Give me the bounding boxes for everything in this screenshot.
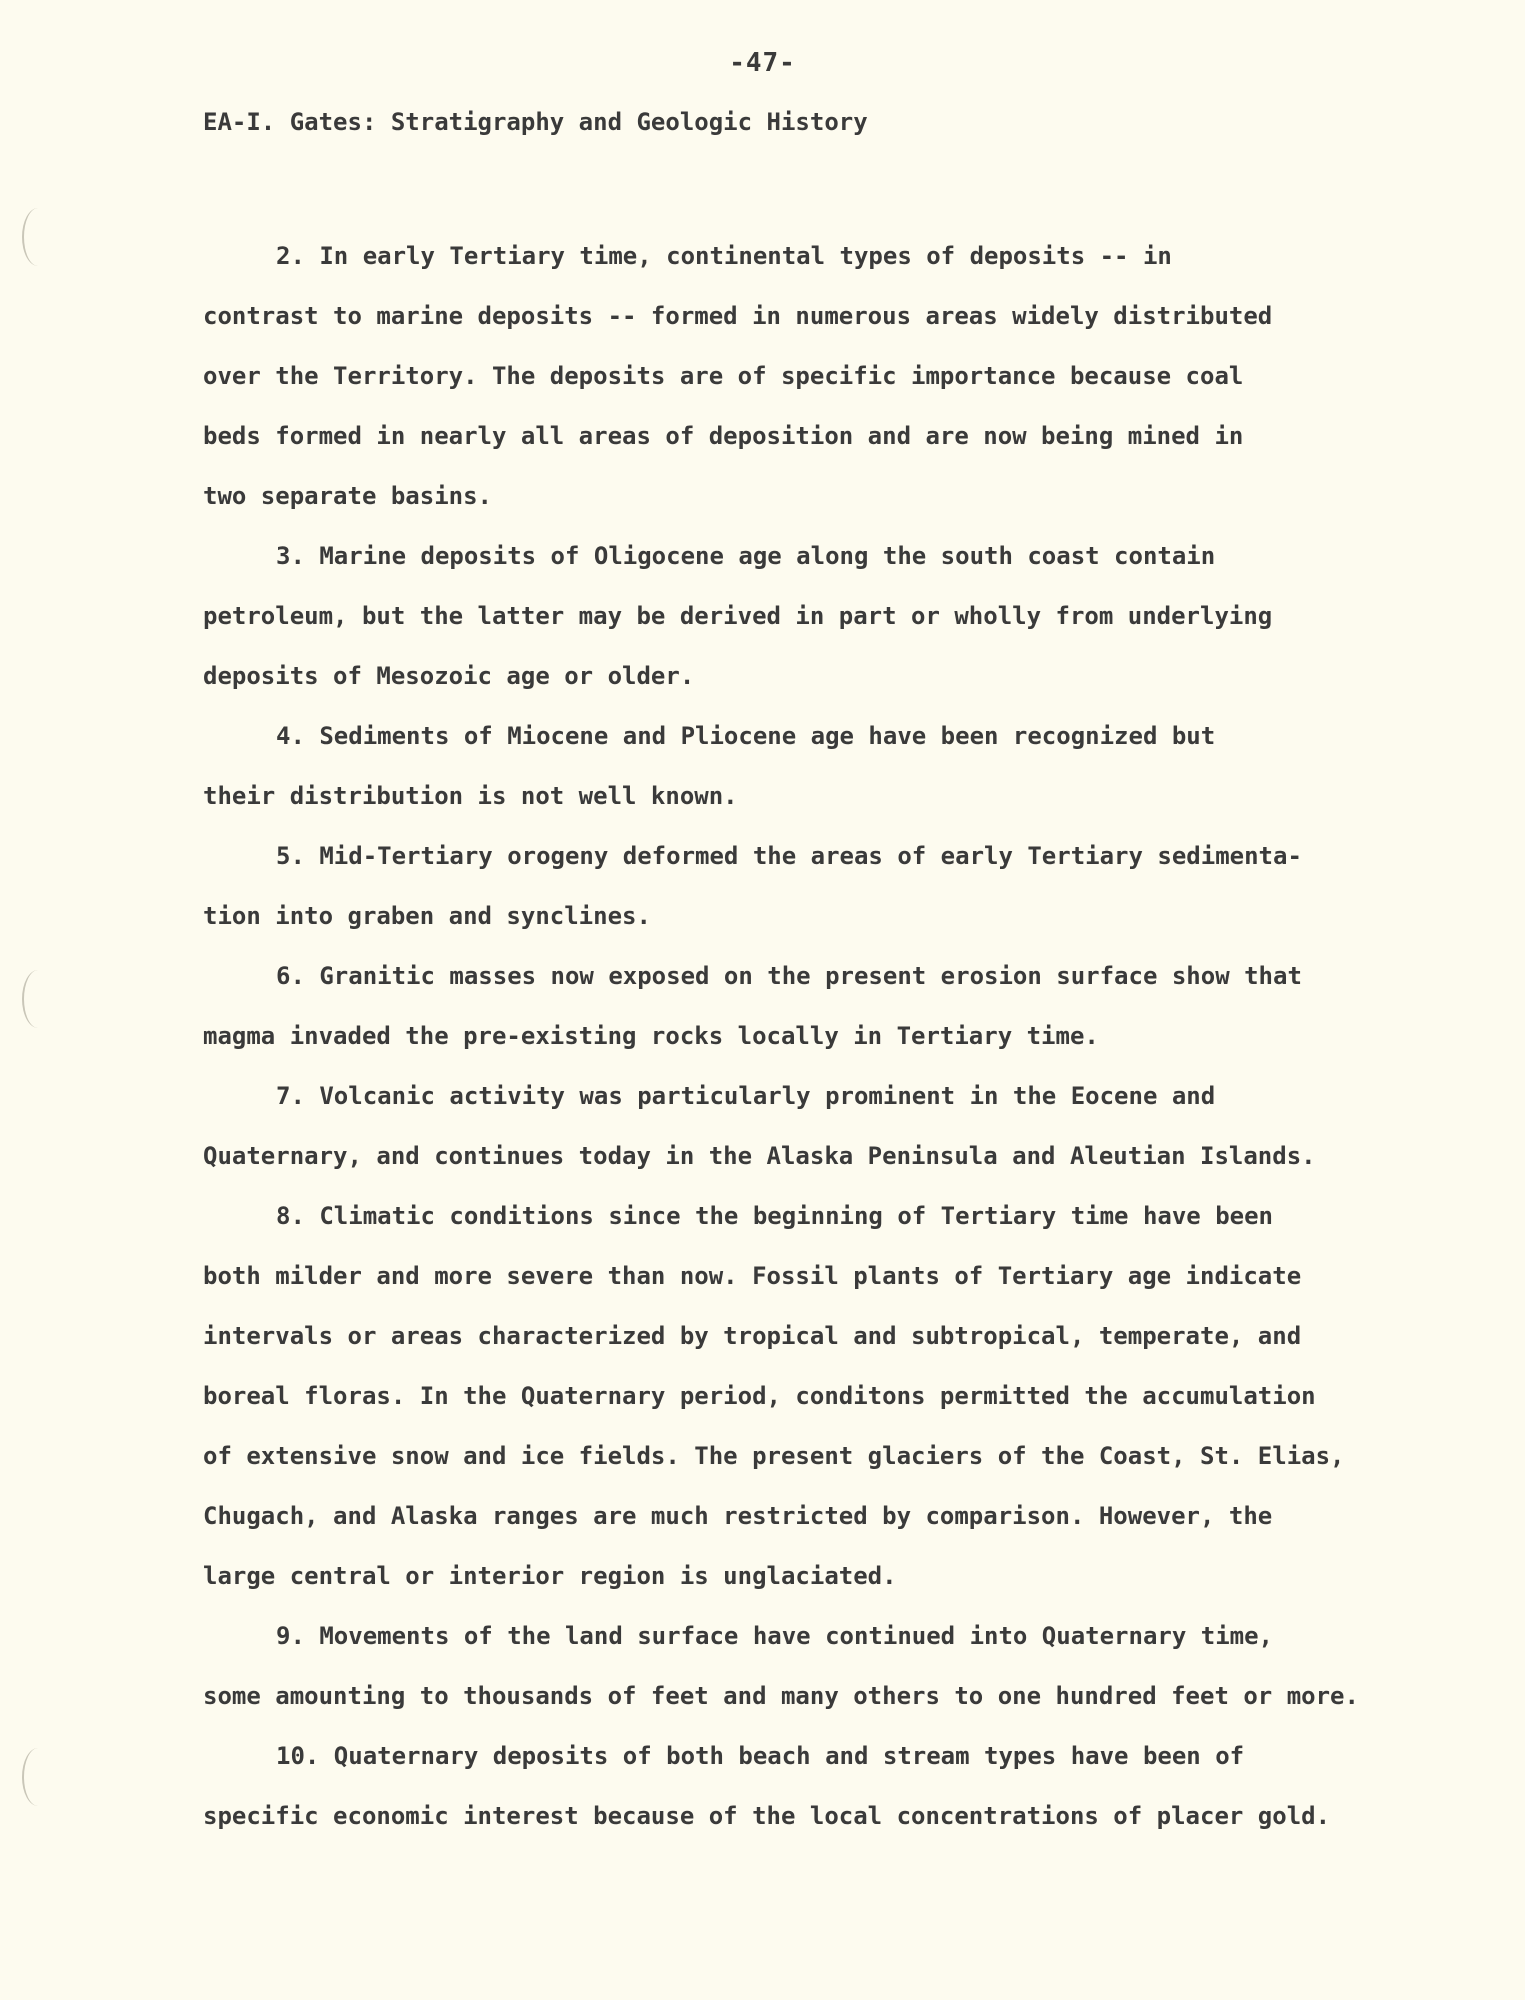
text-line: of extensive snow and ice fields. The present glaciers of the Coast, St. Elias, [203,1442,1345,1470]
punch-hole-middle [22,970,54,1028]
text-line: magma invaded the pre-existing rocks locally in Tertiary time. [203,1022,1099,1050]
text-line: 4. Sediments of Miocene and Pliocene age have been recognized but [276,722,1216,750]
text-line: 9. Movements of the land surface have continued into Quaternary time, [276,1622,1273,1650]
text-line: intervals or areas characterized by tropical and subtropical, temperate, and [203,1322,1302,1350]
punch-hole-bottom [22,1748,54,1806]
text-line: large central or interior region is unglaciated. [203,1562,897,1590]
text-line: 2. In early Tertiary time, continental types of deposits -- in [276,242,1172,270]
text-line: 5. Mid-Tertiary orogeny deformed the areas of early Tertiary sedimenta- [276,842,1302,870]
text-line: petroleum, but the latter may be derived in part or wholly from underlying [203,602,1273,630]
text-line: 6. Granitic masses now exposed on the present erosion surface show that [276,962,1302,990]
body-text [203,226,1418,1846]
punch-hole-top [22,208,54,266]
text-line: specific economic interest because of the local concentrations of placer gold. [203,1802,1331,1830]
text-line: Quaternary, and continues today in the Alaska Peninsula and Aleutian Islands. [203,1142,1316,1170]
text-line: two separate basins. [203,482,492,510]
page-number: -47- [729,48,796,78]
text-line: over the Territory. The deposits are of specific importance because coal [203,362,1244,390]
text-line: 10. Quaternary deposits of both beach and stream types have been of [276,1742,1245,1770]
text-line: 3. Marine deposits of Oligocene age along the south coast contain [276,542,1216,570]
page-heading: EA-I. Gates: Stratigraphy and Geologic History [203,108,868,136]
text-line: both milder and more severe than now. Fossil plants of Tertiary age indicate [203,1262,1302,1290]
text-line: 8. Climatic conditions since the beginning of Tertiary time have been [276,1202,1273,1230]
text-line: beds formed in nearly all areas of deposition and are now being mined in [203,422,1244,450]
text-line: some amounting to thousands of feet and many others to one hundred feet or more. [203,1682,1359,1710]
text-line: boreal floras. In the Quaternary period, conditons permitted the accumulation [203,1382,1316,1410]
text-line: 7. Volcanic activity was particularly prominent in the Eocene and [276,1082,1216,1110]
text-line: contrast to marine deposits -- formed in numerous areas widely distributed [203,302,1273,330]
text-line: Chugach, and Alaska ranges are much restricted by comparison. However, the [203,1502,1273,1530]
text-line: deposits of Mesozoic age or older. [203,662,695,690]
text-line: tion into graben and synclines. [203,902,651,930]
text-line: their distribution is not well known. [203,782,738,810]
